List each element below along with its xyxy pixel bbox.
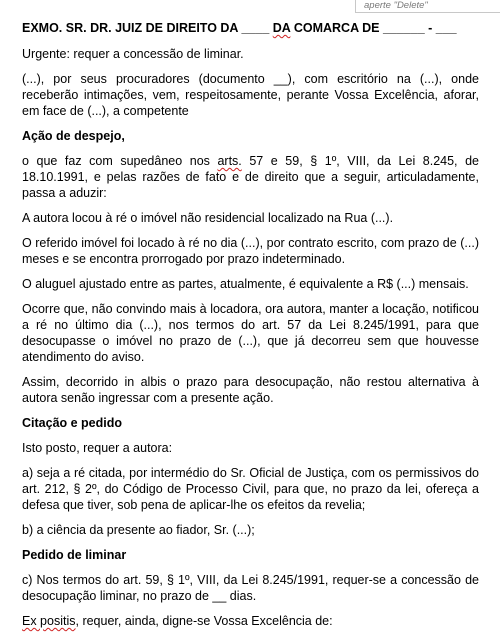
paragraph-item-c: c) Nos termos do art. 59, § 1º, VIII, da Lei 8.245/1991, requer-se a concessão de desocupação liminar, no prazo de __ dias. xyxy=(22,573,479,603)
p1-part2: 57 e 59, § 1º, VIII, da Lei 8.245, de 18.10.1991, e pelas razões de fato e de direito que a seguir, articuladamente, passa a aduzir: xyxy=(22,154,479,200)
paragraph-aluguel: O aluguel ajustado entre as partes, atualmente, é equivalente a R$ (...) mensais. xyxy=(22,277,469,291)
title-part1: EXMO. SR. DR. JUIZ DE DIREITO DA ____ xyxy=(22,21,273,35)
urgent-note: Urgente: requer a concessão de liminar. xyxy=(22,47,244,61)
document-title xyxy=(22,20,479,36)
tooltip-text: aperte "Delete" xyxy=(364,0,428,11)
title-part2: COMARCA DE ______ - ___ xyxy=(290,21,457,35)
p1-part1: o que faz com supedâneo nos xyxy=(22,154,218,168)
p11-rest: , requer, ainda, digne-se Vossa Excelência de: xyxy=(75,614,333,628)
delete-hint-tooltip xyxy=(355,0,500,13)
paragraph-locacao: A autora locou à ré o imóvel não residencial localizado na Rua (...). xyxy=(22,211,394,225)
paragraph-item-a: a) seja a ré citada, por intermédio do Sr. Oficial de Justiça, com os permissivos do art. 212, § 2º, do Código de Processo Civil, para que, no prazo da lei, ofereça a defesa que tiver, sob pena de aplicar-lhe os efeitos da revelia; xyxy=(22,466,479,512)
heading-citacao: Citação e pedido xyxy=(22,416,123,430)
p11-spellcheck-word: Ex positis xyxy=(22,614,76,628)
heading-liminar: Pedido de liminar xyxy=(22,548,127,562)
intro-paragraph: (...), por seus procuradores (documento __), com escritório na (...), onde receberão intimações, vem, respeitosamente, perante Vossa Excelência, aforar, em face de (...), a competente xyxy=(22,72,479,118)
paragraph-ex-positis xyxy=(22,613,479,629)
heading-acao-despejo: Ação de despejo, xyxy=(22,129,125,143)
p1-spellcheck-word: arts. xyxy=(217,154,242,168)
paragraph-fundamento xyxy=(22,153,479,201)
paragraph-decorrido: Assim, decorrido in albis o prazo para desocupação, não restou alternativa à autora senão ingressar com a presente ação. xyxy=(22,375,479,405)
paragraph-notificacao: Ocorre que, não convindo mais à locadora, ora autora, manter a locação, notificou a ré no último dia (...), nos termos do art. 57 da Lei 8.245/1991, para que desocupasse o imóvel no prazo de (...), que já decorreu sem que houvesse atendimento do aviso. xyxy=(22,302,479,364)
title-spellcheck-word: DA xyxy=(272,21,291,35)
paragraph-isto-posto: Isto posto, requer a autora: xyxy=(22,441,173,455)
paragraph-prazo: O referido imóvel foi locado à ré no dia (...), por contrato escrito, com prazo de (...) meses e se encontra prorrogado por prazo indeterminado. xyxy=(22,236,479,266)
document-page xyxy=(22,20,479,638)
paragraph-item-b: b) a ciência da presente ao fiador, Sr. (...); xyxy=(22,523,255,537)
